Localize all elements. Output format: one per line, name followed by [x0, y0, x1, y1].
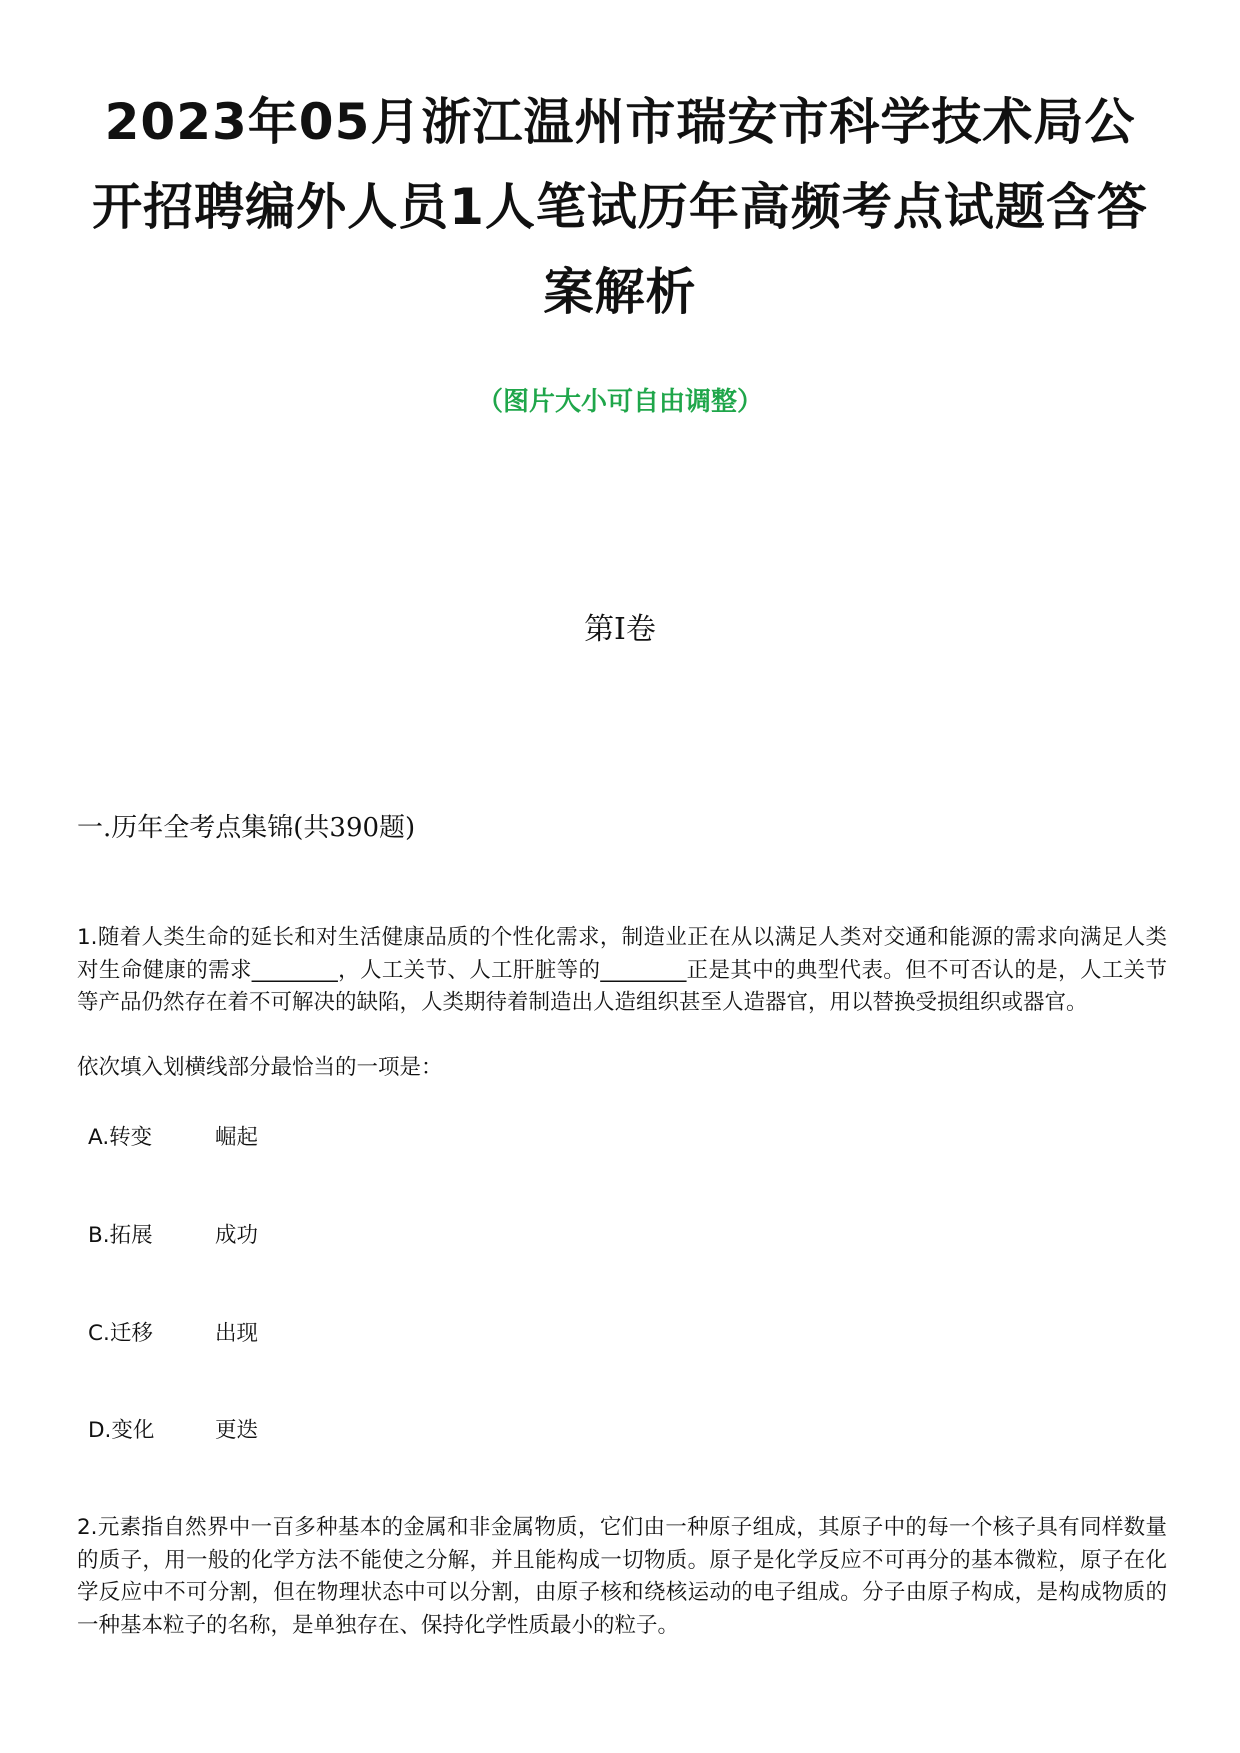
volume-heading: 第Ⅰ卷 — [584, 612, 656, 647]
document-title: 2023年05月浙江温州市瑞安市科学技术局公开招聘编外人员1人笔试历年高频考点试题含答案解析 — [92, 93, 1148, 321]
section-heading: 一.历年全考点集锦(共390题) — [77, 813, 416, 843]
option-b-first: B.拓展 — [88, 1223, 153, 1248]
question-1-text: 1.随着人类生命的延长和对生活健康品质的个性化需求，制造业正在从以满足人类对交通和能源的需求向满足人类对生命健康的需求________，人工关节、人工肝脏等的________正是其中的典型代表。但不可否认的是，人工关节等产品仍然存在着不可解决的缺陷，人类期待着制造出人造组织甚至人造器官，用以替换受损组织或器官。 — [77, 925, 1167, 1015]
option-d-second: 更迭 — [215, 1418, 259, 1443]
question-1-option-c[interactable] — [88, 1318, 258, 1350]
option-d-first: D.变化 — [88, 1418, 155, 1443]
image-size-note: （图片大小可自由调整） — [476, 387, 763, 417]
question-1-option-a[interactable] — [88, 1122, 258, 1154]
option-b-second: 成功 — [215, 1223, 259, 1248]
question-1-prompt: 依次填入划横线部分最恰当的一项是： — [77, 1055, 443, 1080]
option-a-first: A.转变 — [88, 1125, 153, 1150]
question-1-option-b[interactable] — [88, 1220, 258, 1252]
question-1-option-d[interactable] — [88, 1415, 258, 1447]
option-c-first: C.迁移 — [88, 1321, 153, 1346]
question-2-text: 2.元素指自然界中一百多种基本的金属和非金属物质，它们由一种原子组成，其原子中的每一个核子具有同样数量的质子，用一般的化学方法不能使之分解，并且能构成一切物质。原子是化学反应不可再分的基本微粒，原子在化学反应中不可分割，但在物理状态中可以分割，由原子核和绕核运动的电子组成。分子由原子构成，是构成物质的一种基本粒子的名称，是单独存在、保持化学性质最小的粒子。 — [77, 1515, 1167, 1638]
option-a-second: 崛起 — [215, 1125, 259, 1150]
option-c-second: 出现 — [215, 1321, 259, 1346]
